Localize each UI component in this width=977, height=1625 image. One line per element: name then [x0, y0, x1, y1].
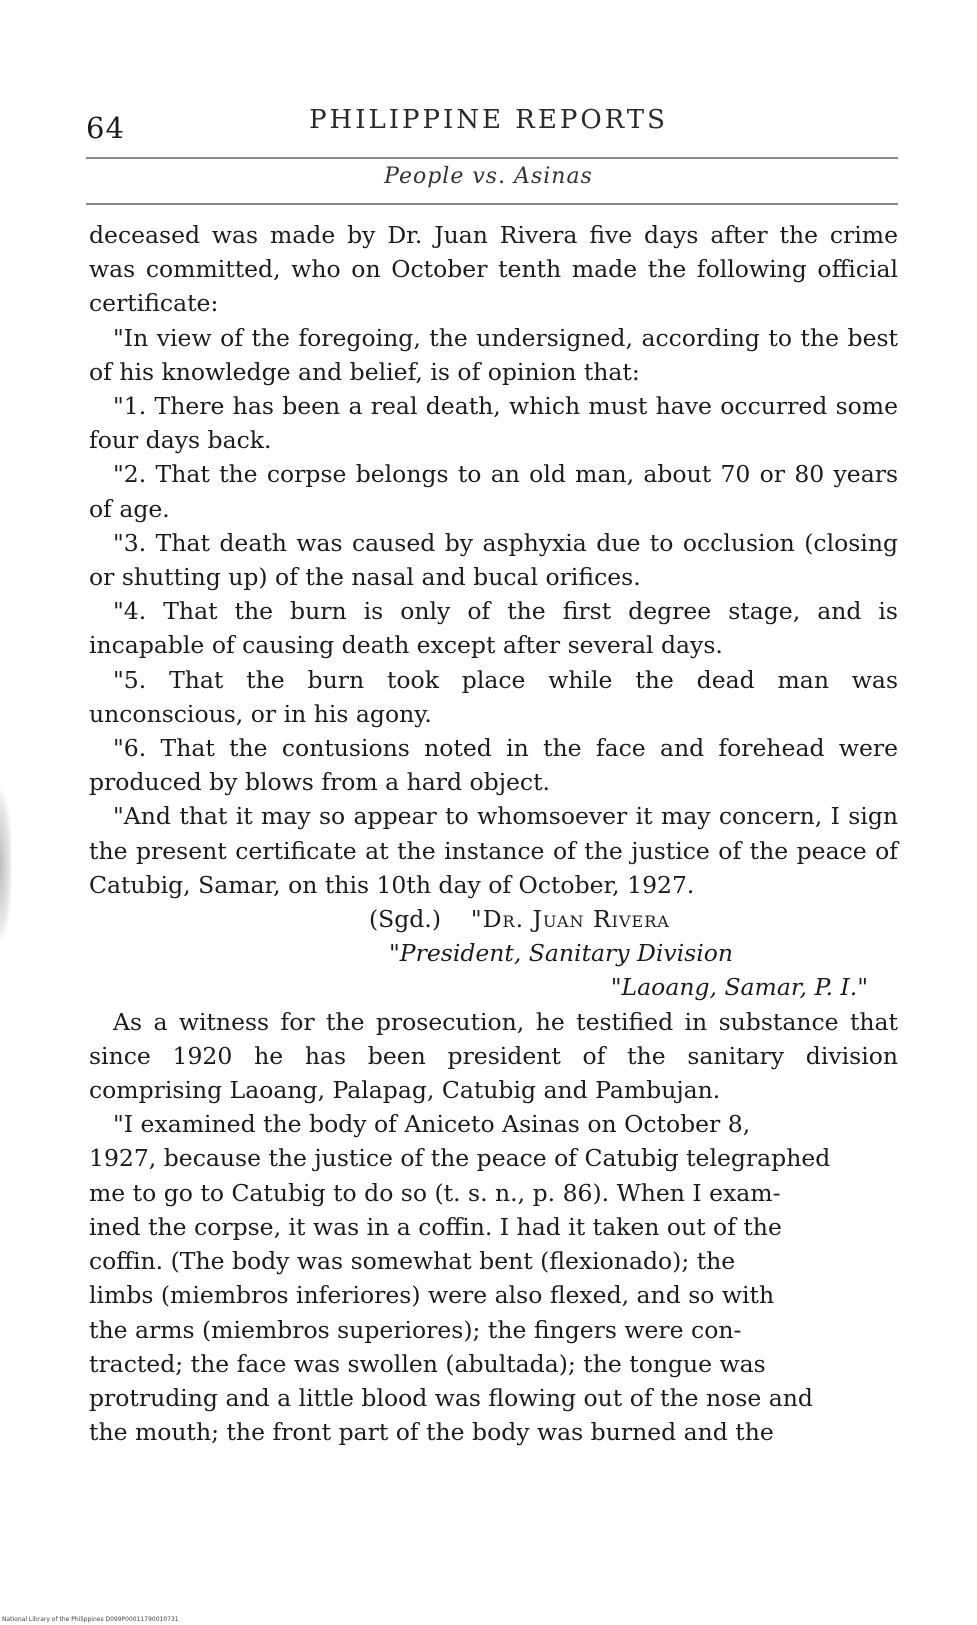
signature-place: "Laoang, Samar, P. I." — [610, 973, 868, 1002]
running-head: PHILIPPINE REPORTS — [309, 105, 668, 135]
signature-prefix: (Sgd.) — [369, 905, 441, 934]
page-body — [89, 218, 898, 1449]
testimony-line: me to go to Catubig to do so (t. s. n., p. 86). When I exam- — [89, 1178, 781, 1207]
testimony-line: ined the corpse, it was in a coffin. I had it taken out of the — [89, 1212, 782, 1241]
certificate-item-2: "2. That the corpse belongs to an old man, about 70 or 80 years of age. — [89, 460, 898, 523]
testimony-line: coffin. (The body was somewhat bent (flexionado); the — [89, 1247, 736, 1276]
page-number: 64 — [86, 111, 125, 145]
testimony-line: tracted; the face was swollen (abultada); the tongue was — [89, 1349, 766, 1378]
certificate-item-5: "5. That the burn took place while the dead man was unconscious, or in his agony. — [89, 665, 898, 728]
paragraph-view: "In view of the foregoing, the undersigned, according to the best of his knowledge and belief, is of opinion that: — [89, 323, 898, 386]
paragraph-testimony — [89, 1107, 898, 1449]
testimony-line: limbs (miembros inferiores) were also flexed, and so with — [89, 1281, 775, 1310]
paragraph-concern: "And that it may so appear to whomsoever it may concern, I sign the present certificate at the instance of the justice of the peace of Catubig, Samar, on this 10th day of October, 1927. — [89, 802, 898, 899]
testimony-line: the mouth; the front part of the body was burned and the — [89, 1418, 774, 1447]
certificate-item-3: "3. That death was caused by asphyxia due to occlusion (closing or shutting up) of the nasal and bucal orifices. — [89, 528, 898, 592]
paragraph-witness: As a witness for the prosecution, he testified in substance that since 1920 he has been president of the sanitary division comprising Laoang, Palapag, Catubig and Pambujan. — [89, 1007, 898, 1105]
testimony-line: protruding and a little blood was flowing out of the nose and — [89, 1383, 813, 1412]
signature-title: "President, Sanitary Division — [389, 939, 734, 968]
certificate-item-4: "4. That the burn is only of the first degree stage, and is incapable of causing death except after several days. — [89, 597, 898, 660]
header-rule-bottom — [86, 203, 898, 205]
scan-edge-shadow — [0, 790, 12, 940]
certificate-item-6: "6. That the contusions noted in the face and forehead were produced by blows from a hard object. — [89, 734, 898, 797]
scan-credit: National Library of the Philippines D099P00011790010731 — [2, 1616, 179, 1623]
certificate-item-1: "1. There has been a real death, which must have occurred some four days back. — [89, 392, 898, 455]
case-title: People vs. Asinas — [384, 164, 593, 189]
signature-line — [89, 902, 898, 936]
paragraph-intro: deceased was made by Dr. Juan Rivera five days after the crime was committed, who on October tenth made the following official certificate: — [89, 221, 898, 318]
testimony-line: the arms (miembros superiores); the fingers were con- — [89, 1315, 742, 1344]
testimony-line: "I examined the body of Aniceto Asinas on October 8, — [113, 1110, 751, 1139]
testimony-line: 1927, because the justice of the peace of Catubig telegraphed — [89, 1144, 831, 1173]
header-rule-top — [86, 157, 898, 159]
signature-name: "Dr. Juan Rivera — [470, 905, 670, 934]
